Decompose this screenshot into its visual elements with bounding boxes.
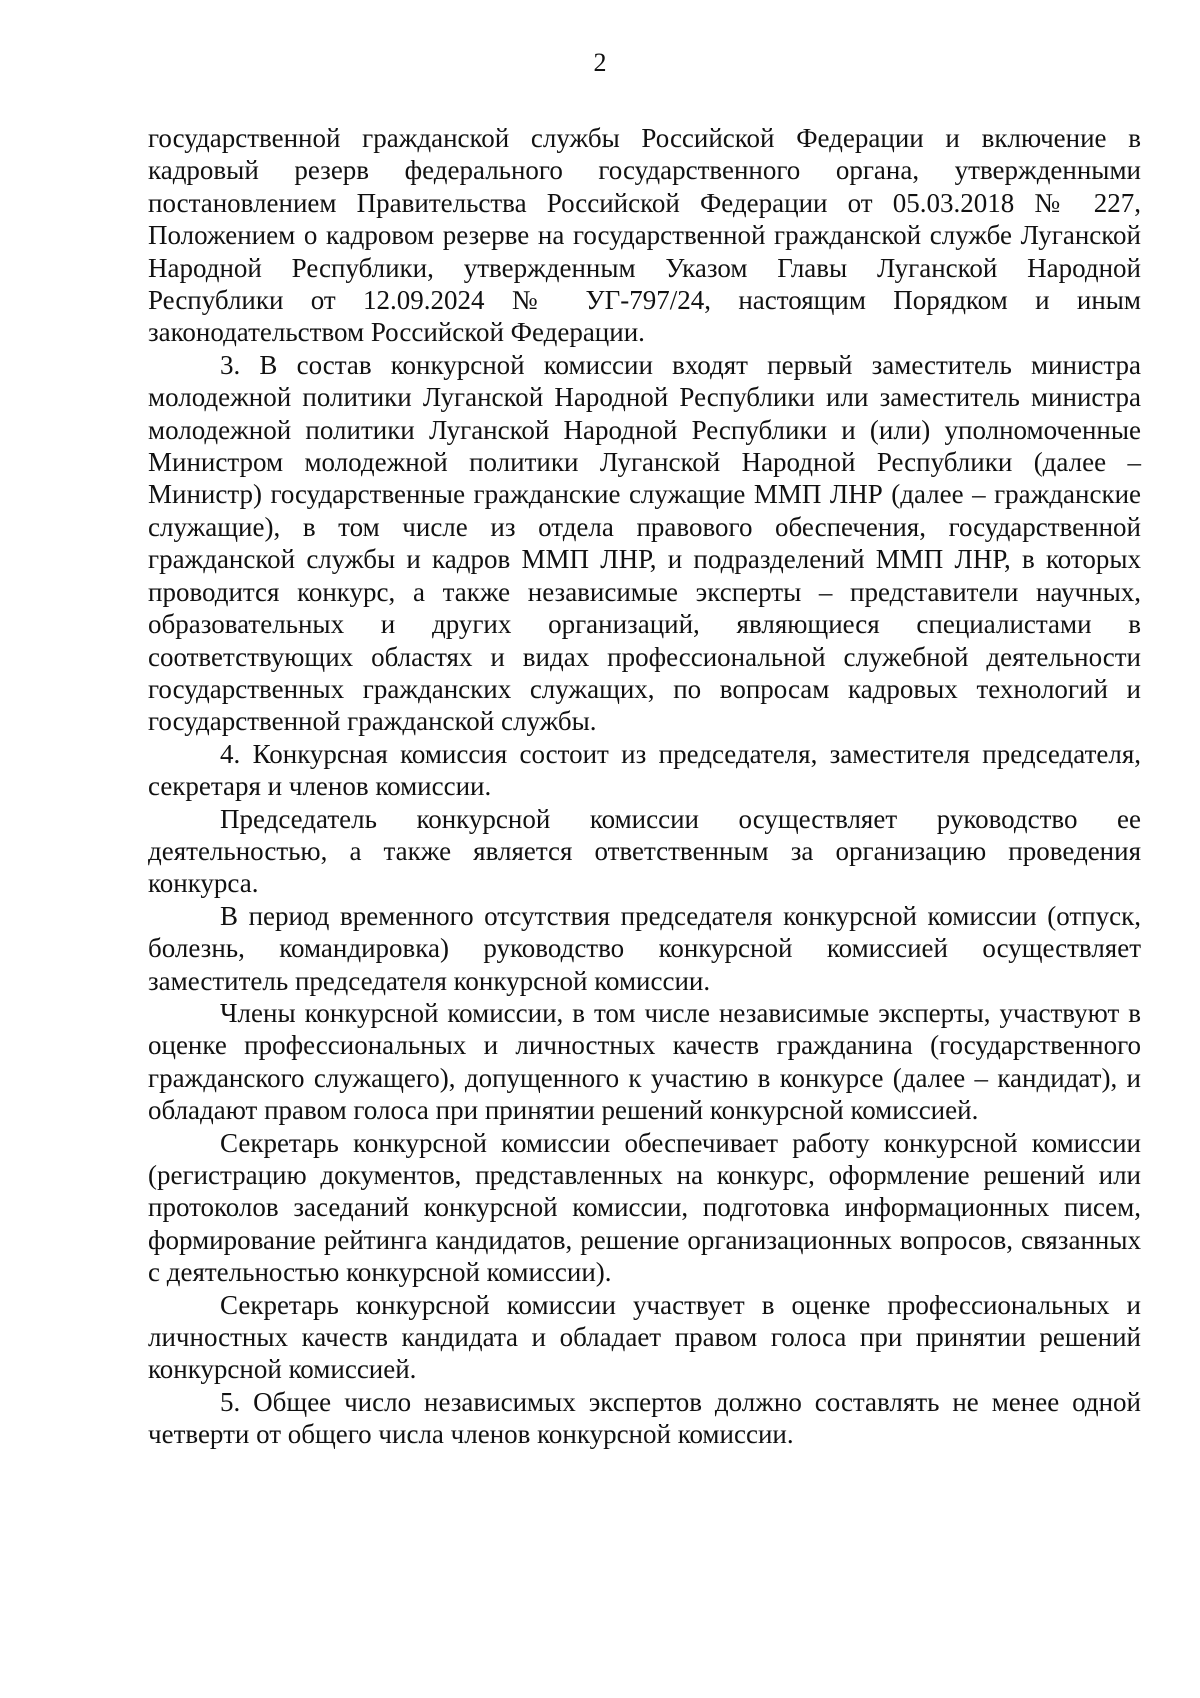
paragraph-clause-4: 4. Конкурсная комиссия состоит из председателя, заместителя председателя, секретаря и членов комиссии. [148,738,1141,802]
paragraph-deputy-chairman: В период временного отсутствия председателя конкурсной комиссии (отпуск, болезнь, командировка) руководство конкурсной комиссией осуществляет заместитель председателя конкурсной комиссии. [148,900,1141,996]
page-number: 2 [593,48,607,77]
paragraph-clause-3: 3. В состав конкурсной комиссии входят первый заместитель министра молодежной политики Луганской Народной Республики или заместитель министра молодежной политики Луганской Народной Республики и (или) уполномоченные Министром молодежной политики Луганской Народной Республики (далее – Министр) государственные гражданские служащие ММП ЛНР (далее – гражданские служащие), в том числе из отдела правового обеспечения, государственной гражданской службы и кадров ММП ЛНР, и подразделений ММП ЛНР, в которых проводится конкурс, а также независимые эксперты – представители научных, образовательных и других организаций, являющиеся специалистами в соответствующих областях и видах профессиональной служебной деятельности государственных гражданских служащих, по вопросам кадровых технологий и государственной гражданской службы. [148,349,1141,737]
paragraph-chairman: Председатель конкурсной комиссии осуществляет руководство ее деятельностью, а также является ответственным за организацию проведения конкурса. [148,803,1141,899]
paragraph-members: Члены конкурсной комиссии, в том числе независимые эксперты, участвуют в оценке профессиональных и личностных качеств гражданина (государственного гражданского служащего), допущенного к участию в конкурсе (далее – кандидат), и обладают правом голоса при принятии решений конкурсной комиссией. [148,997,1141,1126]
document-body [148,122,1141,1451]
paragraph-clause-5: 5. Общее число независимых экспертов должно составлять не менее одной четверти от общего числа членов конкурсной комиссии. [148,1386,1141,1450]
paragraph-secretary-duties: Секретарь конкурсной комиссии обеспечивает работу конкурсной комиссии (регистрацию документов, представленных на конкурс, оформление решений или протоколов заседаний конкурсной комиссии, подготовка информационных писем, формирование рейтинга кандидатов, решение организационных вопросов, связанных с деятельностью конкурсной комиссии). [148,1127,1141,1288]
paragraph-secretary-vote: Секретарь конкурсной комиссии участвует в оценке профессиональных и личностных качеств кандидата и обладает правом голоса при принятии решений конкурсной комиссией. [148,1289,1141,1385]
paragraph-continuation: государственной гражданской службы Российской Федерации и включение в кадровый резерв федерального государственного органа, утвержденными постановлением Правительства Российской Федерации от 05.03.2018 № 227, Положением о кадровом резерве на государственной гражданской службе Луганской Народной Республики, утвержденным Указом Главы Луганской Народной Республики от 12.09.2024 № УГ-797/24, настоящим Порядком и иным законодательством Российской Федерации. [148,123,1141,348]
